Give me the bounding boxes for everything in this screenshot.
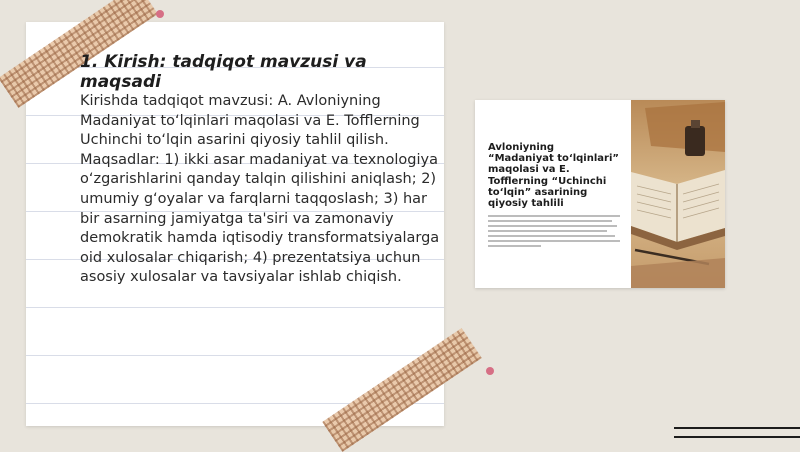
text-line bbox=[488, 230, 607, 232]
text-line bbox=[488, 220, 612, 222]
book-photo bbox=[631, 100, 725, 288]
slide-body-text: Kirishda tadqiqot mavzusi: A. Avloniyning Madaniyat to‘lqinlari maqolasi va E. Tofflerning Uchinchi to‘lqin asarini qiyosiy tahlil qilish. Maqsadlar: 1) ikki asar madaniyat va texnologiya o‘zgarishlarini qanday talqin qilishini aniqlash; 2) umumiy g‘oyalar va farqlarni taqqoslash; 3) har bir asarning jamiyatga ta'siri va zamonaviy demokratik hamda iqtisodiy transformatsiyalarga oid xulosalar chiqarish; 4) prezentatsiya uchun asosiy xulosalar va tavsiyalar ishlab chiqish. bbox=[80, 93, 440, 286]
slide-title: 1. Kirish: tadqiqot mavzusi va maqsadi bbox=[80, 52, 367, 92]
text-line bbox=[488, 235, 615, 237]
decorative-lines bbox=[674, 424, 800, 444]
thumbnail-text-block bbox=[488, 142, 620, 250]
thumbnail-card bbox=[475, 100, 725, 288]
text-line bbox=[488, 245, 541, 247]
pin-top bbox=[156, 10, 164, 18]
deco-line bbox=[674, 436, 800, 438]
thumbnail-small-text bbox=[488, 215, 620, 247]
text-line bbox=[488, 240, 620, 242]
deco-line bbox=[674, 427, 800, 429]
text-line bbox=[488, 225, 617, 227]
text-line bbox=[488, 215, 620, 217]
pin-bottom bbox=[486, 367, 494, 375]
thumbnail-title: Avloniyning “Madaniyat to‘lqinlari” maqolasi va E. Tofflerning “Uchinchi to‘lqin” asarining qiyosiy tahlili bbox=[488, 142, 619, 210]
